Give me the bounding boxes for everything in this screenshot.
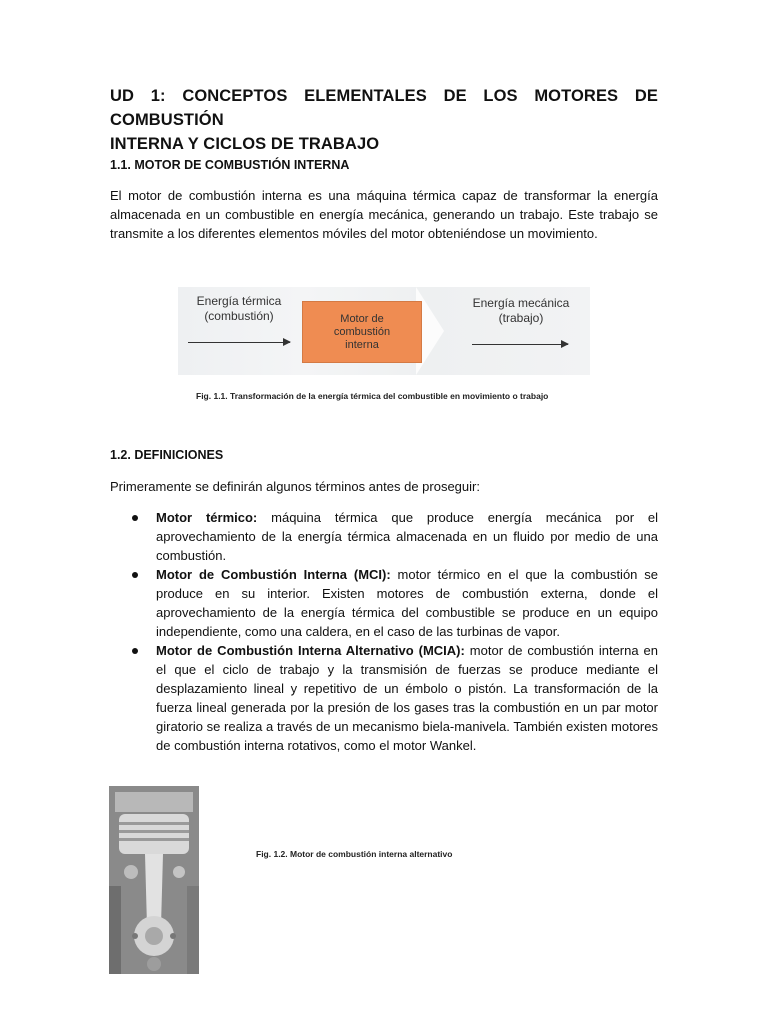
definition-term: Motor de Combustión Interna (MCI): — [156, 567, 391, 582]
output-energy-line-2: (trabajo) — [498, 311, 544, 325]
input-energy-label — [184, 294, 294, 324]
title-line-1: UD 1: CONCEPTOS ELEMENTALES DE LOS MOTORES DE COMBUSTIÓN — [110, 87, 658, 129]
figure-1-caption: Fig. 1.1. Transformación de la energía térmica del combustible en movimiento o trabajo — [196, 391, 549, 401]
output-arrow-icon — [472, 344, 568, 345]
section-1-paragraph: El motor de combustión interna es una máquina térmica capaz de transformar la energía almacenada en un combustible en energía mecánica, generando un trabajo. Este trabajo se transmite a los diferentes elementos móviles del motor obteniéndose un movimiento. — [110, 188, 658, 241]
section-2-intro: Primeramente se definirán algunos términos antes de proseguir: — [110, 479, 480, 494]
input-energy-line-2: (combustión) — [204, 309, 274, 323]
list-item — [110, 641, 658, 755]
bullet-icon — [132, 515, 138, 521]
document-title — [110, 84, 658, 156]
list-item — [110, 508, 658, 565]
section-2-heading: 1.2. DEFINICIONES — [110, 448, 224, 462]
engine-box-line-2: combustión — [333, 325, 391, 338]
section-1-heading: 1.1. MOTOR DE COMBUSTIÓN INTERNA — [110, 158, 350, 172]
figure-energy-diagram — [178, 287, 590, 375]
input-arrow-icon — [188, 342, 290, 343]
engine-box-line-1: Motor de — [340, 312, 384, 325]
bullet-icon — [132, 648, 138, 654]
output-energy-line-1: Energía mecánica — [472, 296, 570, 310]
definition-text: motor de combustión interna en el que el ciclo de trabajo y la transmisión de fuerzas se produce mediante el desplazamiento lineal y repetitivo de un émbolo o pistón. La transformación de la fuerza lineal generada por la presión de los gases tras la combustión en un par motor giratorio se realiza a través de un mecanismo biela-manivela. También existen motores de combustión interna rotativos, como el motor Wankel. — [156, 643, 658, 753]
definitions-list — [110, 508, 658, 755]
engine-box-line-3: interna — [345, 338, 379, 351]
definition-term: Motor de Combustión Interna Alternativo (MCIA): — [156, 643, 465, 658]
engine-illustration — [109, 786, 199, 974]
figure-2-caption: Fig. 1.2. Motor de combustión interna alternativo — [256, 849, 453, 859]
output-energy-label — [456, 296, 586, 326]
definition-text: motor térmico en el que la combustión se produce en su interior. Existen motores de combustión externa, donde el aprovechamiento de la energía térmica del combustible se produce en un equipo independiente, como una caldera, en el caso de las turbinas de vapor. — [156, 567, 658, 639]
definition-term: Motor térmico: — [156, 510, 258, 525]
list-item — [110, 565, 658, 641]
input-energy-line-1: Energía térmica — [196, 294, 282, 308]
engine-photo — [109, 786, 199, 974]
definition-text: máquina térmica que produce energía mecánica por el aprovechamiento de la energía térmica almacenada en un fluido por medio de una combustión. — [156, 510, 659, 563]
title-line-2: INTERNA Y CICLOS DE TRABAJO — [110, 135, 380, 153]
bullet-icon — [132, 572, 138, 578]
engine-box — [302, 301, 422, 363]
